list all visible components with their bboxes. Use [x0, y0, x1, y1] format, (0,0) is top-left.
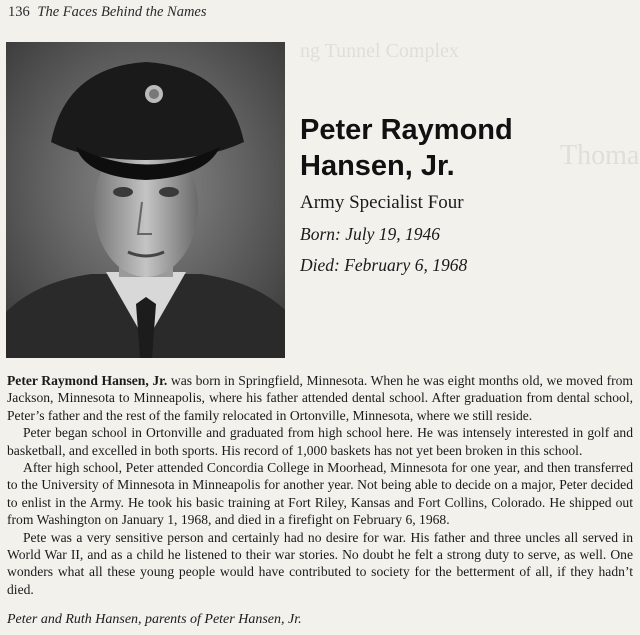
- name-line-1: Peter Raymond: [300, 114, 513, 146]
- military-rank: Army Specialist Four: [300, 192, 464, 213]
- bio-lead-name: Peter Raymond Hansen, Jr.: [7, 373, 168, 388]
- bio-paragraph-2: Peter began school in Ortonville and graduated from high school here. He was intensely interested in golf and basketball, and excelled in both sports. His record of 1,000 baskets has not yet been broken in this school.: [7, 425, 633, 458]
- portrait-photo: [6, 42, 285, 358]
- portrait-illustration: [6, 42, 285, 358]
- page-number: 136: [8, 4, 30, 20]
- bio-paragraph-1-text: was born in Springfield, Minnesota. When he was eight months old, we moved from Jackson, Minnesota to Minneapolis, where his father attended dental school. After graduation from dental school, Peter’s father and the rest of the family relocated in Ortonville, Minnesota, where we still reside.: [7, 373, 633, 423]
- birth-date: Born: July 19, 1946: [300, 224, 440, 244]
- bio-paragraph-4: Pete was a very sensitive person and certainly had no desire for war. His father and three uncles all served in World War II, and as a child he listened to their war stories. No doubt he felt a strong duty to serve, as well. One wonders what all these young people would have contributed to society for the betterment of all, if they hadn’t died.: [7, 529, 633, 597]
- death-date: Died: February 6, 1968: [300, 255, 468, 275]
- bio-paragraph-1: [7, 372, 633, 424]
- bleed-through-text: ng Tunnel Complex: [300, 40, 459, 62]
- signature-caption: Peter and Ruth Hansen, parents of Peter Hansen, Jr.: [7, 612, 302, 627]
- bleed-through-text-2: Thoma: [560, 140, 640, 171]
- book-title: The Faces Behind the Names: [37, 4, 207, 20]
- profile-heading: [300, 112, 630, 276]
- name-line-2: Hansen, Jr.: [300, 150, 455, 182]
- bio-paragraph-3: After high school, Peter attended Concordia College in Moorhead, Minnesota for one year, and then transferred to the University of Minnesota in Minneapolis for another year. Not being able to decide on a major, Peter decided to enlist in the Army. He took his basic training at Fort Riley, Kansas and Fort Collins, Colorado. He shipped out from Washington on January 1, 1968, and died in a firefight on February 6, 1968.: [7, 460, 633, 528]
- biography-text: [7, 372, 633, 598]
- page-header: [8, 4, 207, 21]
